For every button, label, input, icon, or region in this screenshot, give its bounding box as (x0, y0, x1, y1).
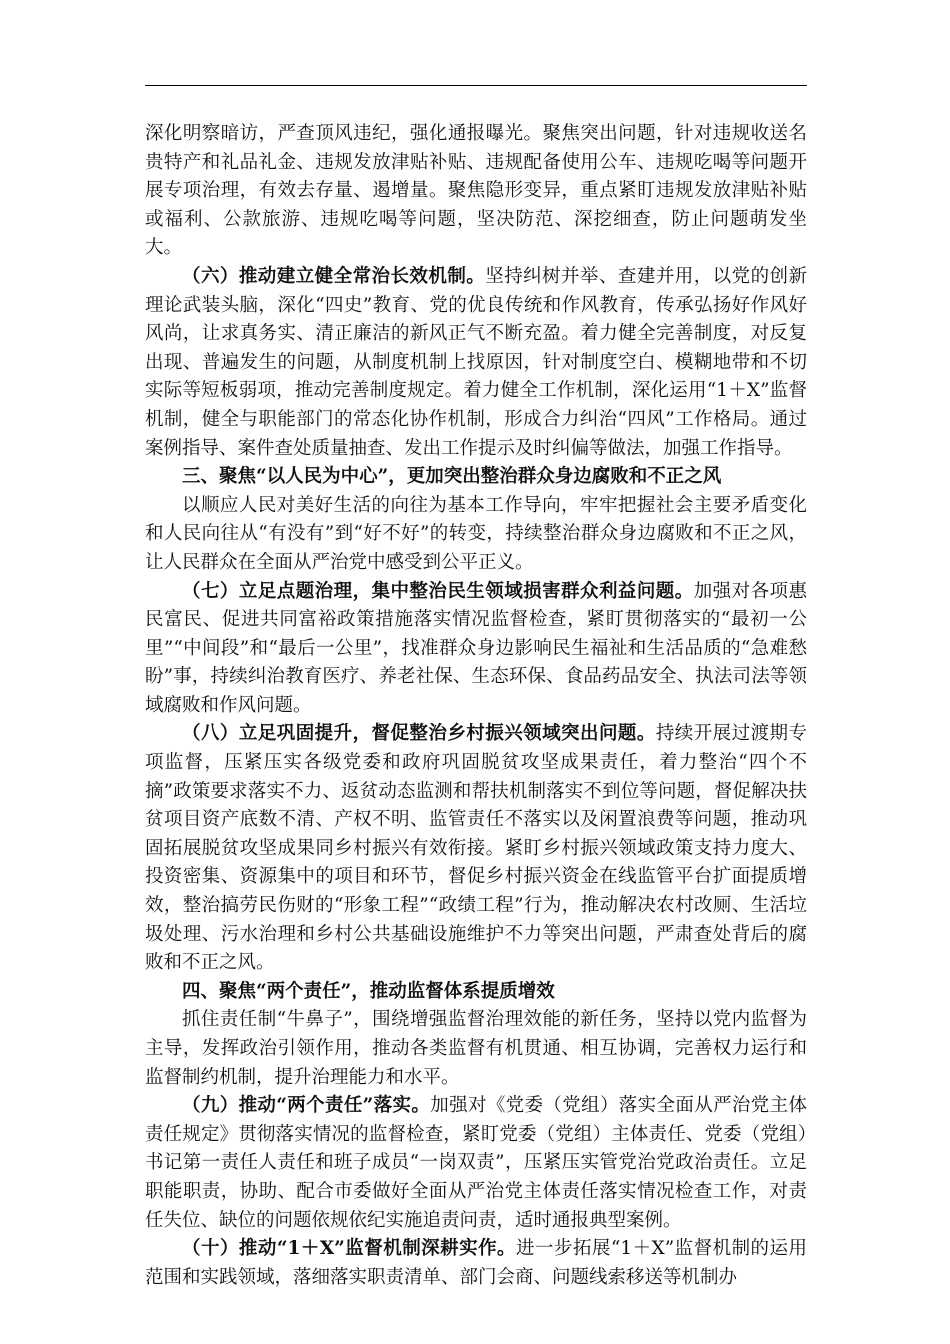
paragraph-item-10 (145, 1235, 807, 1292)
paragraph-section-4-intro: 抓住责任制“牛鼻子”，围绕增强监督治理效能的新任务，坚持以党内监督为主导，发挥政治引领作用，推动各类监督有机贯通、相互协调，完善权力运行和监督制约机制，提升治理能力和水平。 (145, 1009, 807, 1088)
item-7-text: 加强对各项惠民富民、促进共同富裕政策措施落实情况监督检查，紧盯贯彻落实的“最初一公里”“中间段”和“最后一公里”，找准群众身边影响民生福祉和生活品质的“急难愁盼”事，持续纠治教育医疗、养老社保、生态环保、食品药品安全、执法司法等领域腐败和作风问题。 (145, 580, 807, 716)
item-7-lead: （七）立足点题治理，集中整治民生领域损害群众利益问题。 (182, 580, 694, 602)
item-10-lead: （十）推动“1＋X”监督机制深耕实作。 (182, 1238, 517, 1260)
item-8-text: 持续开展过渡期专项监督，压紧压实各级党委和政府巩固脱贫攻坚成果责任，着力整治“四个不摘”政策要求落实不力、返贫动态监测和帮扶机制落实不到位等问题，督促解决扶贫项目资产底数不清、产权不明、监管责任不落实以及闲置浪费等问题，推动巩固拓展脱贫攻坚成果同乡村振兴有效衔接。紧盯乡村振兴领域政策支持力度大、投资密集、资源集中的项目和环节，督促乡村振兴资金在线监管平台扩面提质增效，整治搞劳民伤财的“形象工程”“政绩工程”行为，推动解决农村改厕、生活垃圾处理、污水治理和乡村公共基础设施维护不力等突出问题，严肃查处背后的腐败和不正之风。 (145, 723, 807, 974)
item-6-text: 坚持纠树并举、查建并用，以党的创新理论武装头脑，深化“四史”教育、党的优良传统和作风教育，传承弘扬好作风好风尚，让求真务实、清正廉洁的新风正气不断充盈。着力健全完善制度，对反复出现、普遍发生的问题，从制度机制上找原因，针对制度空白、模糊地带和不切实际等短板弱项，推动完善制度规定。着力健全工作机制，深化运用“1＋X”监督机制，健全与职能部门的常态化协作机制，形成合力纠治“四风”工作格局。通过案例指导、案件查处质量抽查、发出工作提示及时纠偏等做法，加强工作指导。 (145, 265, 807, 459)
item-9-lead: （九）推动“两个责任”落实。 (182, 1095, 431, 1117)
paragraph-continuation: 深化明察暗访，严查顶风违纪，强化通报曝光。聚焦突出问题，针对违规收送名贵特产和礼品礼金、违规发放津贴补贴、违规配备使用公车、违规吃喝等问题开展专项治理，有效去存量、遏增量。聚焦隐形变异，重点紧盯违规发放津贴补贴或福利、公款旅游、违规吃喝等问题，坚决防范、深挖细查，防止问题萌发坐大。 (145, 123, 807, 259)
item-9-text: 加强对《党委（党组）落实全面从严治党主体责任规定》贯彻落实情况的监督检查，紧盯党委（党组）主体责任、党委（党组）书记第一责任人责任和班子成员“一岗双责”，压紧压实管党治党政治责任。立足职能职责，协助、配合市委做好全面从严治党主体责任落实情况检查工作，对责任失位、缺位的问题依规依纪实施追责问责，适时通报典型案例。 (145, 1095, 807, 1231)
section-heading-4: 四、聚焦“两个责任”，推动监督体系提质增效 (182, 980, 555, 1002)
item-10-text: 进一步拓展“1＋X”监督机制的运用范围和实践领域，落细落实职责清单、部门会商、问题线索移送等机制办 (145, 1238, 807, 1288)
item-6-lead: （六）推动建立健全常治长效机制。 (182, 265, 486, 287)
paragraph-section-3-intro: 以顺应人民对美好生活的向往为基本工作导向，牢牢把握社会主要矛盾变化和人民向往从“有没有”到“好不好”的转变，持续整治群众身边腐败和不正之风，让人民群众在全面从严治党中感受到公平正义。 (145, 494, 807, 573)
document-body (145, 120, 807, 1292)
paragraph-item-9 (145, 1092, 807, 1235)
paragraph-item-6 (145, 263, 807, 463)
header-rule (145, 85, 807, 86)
paragraph-item-8 (145, 720, 807, 977)
section-heading-3: 三、聚焦“以人民为中心”，更加突出整治群众身边腐败和不正之风 (182, 466, 722, 488)
item-8-lead: （八）立足巩固提升，督促整治乡村振兴领域突出问题。 (182, 723, 656, 745)
paragraph-item-7 (145, 578, 807, 721)
